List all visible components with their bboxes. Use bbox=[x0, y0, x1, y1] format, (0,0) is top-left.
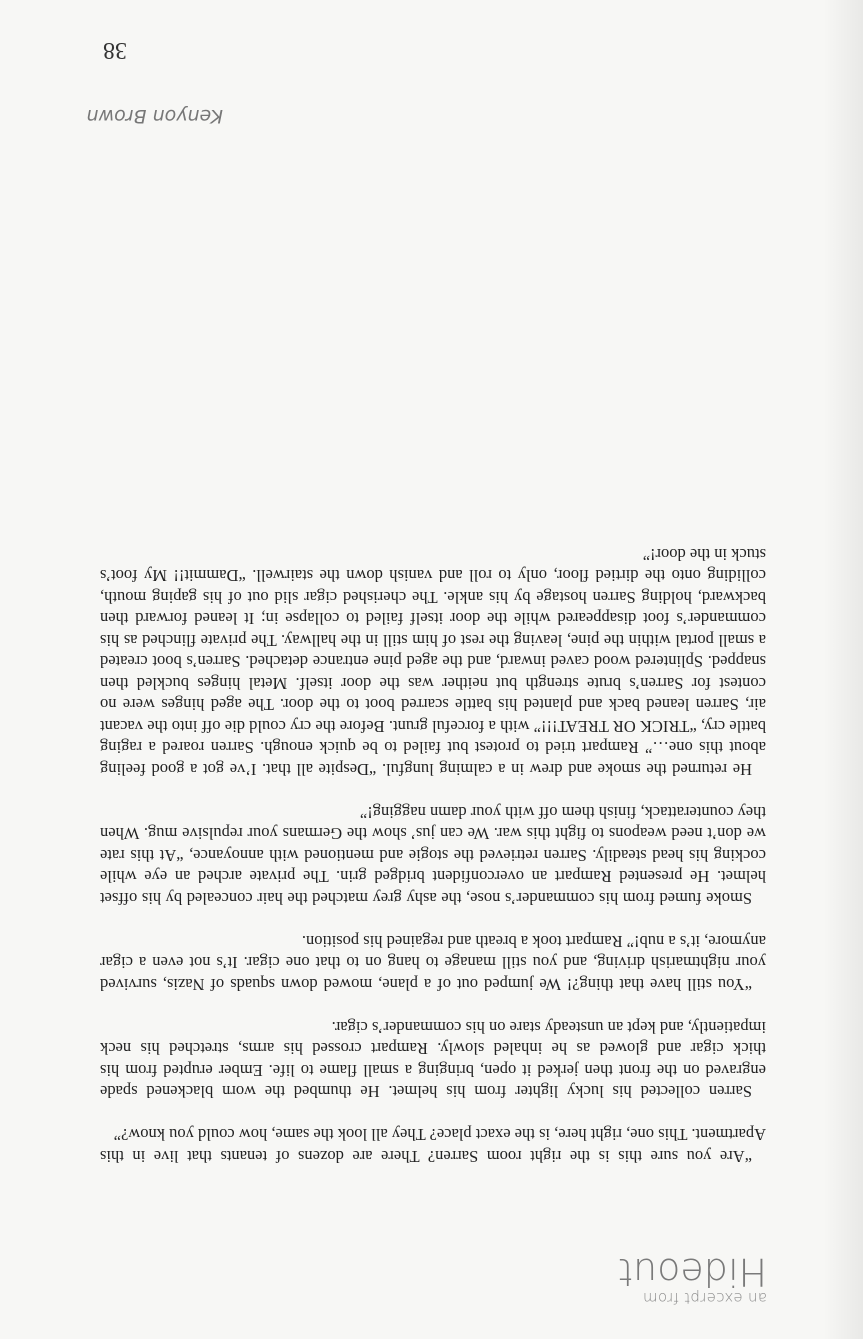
story-body bbox=[100, 522, 766, 1167]
paragraph: Sarren collected his lucky lighter from his helmet. He thumbed the worn blackened spade engraved on the front then jerked it open, bringing a small flame to life. Ember erupted from his thick cigar and glowed as he inhaled slowly. Rampart crossed his arms, stretched his neck impatiently, and kept an unsteady stare on his commander’s cigar. bbox=[100, 1018, 766, 1102]
excerpt-header bbox=[618, 1251, 767, 1307]
author-name: Kenyon Brown bbox=[86, 105, 223, 127]
paragraph: Smoke fumed from his commander’s nose, the ashy grey matched the hair concealed by his offset helmet. He presented Rampart an overconfident bridged grin. The private arched an eye while cocking his head steadily. Sarren retrieved the stogie and mentioned with annoyance, “At this rate we don’t need weapons to fight this war. We can jus’ show the Germans your repulsive mug. When they counterattack, finish them off with your damn nagging!” bbox=[100, 803, 766, 908]
paragraph: “You still have that thing?! We jumped out of a plane, mowed down squads of Nazis, survived your nightmarish driving, and you still manage to hang on to that one cigar. It’s not even a cigar anymore, it’s a nub!” Rampart took a breath and regained his position. bbox=[100, 932, 766, 994]
page-number: 38 bbox=[103, 37, 127, 63]
paragraph: He returned the smoke and drew in a calming lungful. “Despite all that. I’ve got a good feeling about this one…” Rampart tried to protest but failed to be quick enough. Sarren roared a raging battle cry, “TRICK OR TREAT!!!” with a forceful grunt. Before the cry could die off into the vacant air, Sarren leaned back and planted his battle scarred boot to the door. The aged hinges were no contest for Sarren’s brute strength but neither was the door itself. Metal hinges buckled then snapped. Splintered wood caved inward, and the aged pine entrance detached. Sarren’s boot created a small portal within the pine, leaving the rest of him still in the hallway. The private flinched as his commander’s foot disappeared while the door itself failed to collapse in; It leaned forward then backward, holding Sarren hostage by his ankle. The cherished cigar slid out of his gaping mouth, colliding onto the dirtied floor, only to roll and vanish down the stairwell. “Dammit!! My foot’s stuck in the door!” bbox=[100, 545, 766, 779]
page-gutter-shadow bbox=[823, 0, 863, 1339]
story-title: Hideout bbox=[618, 1250, 767, 1294]
excerpt-subtitle: an excerpt from bbox=[642, 1289, 767, 1307]
paragraph: “Are you sure this is the right room Sarren? There are dozens of tenants that live in this Apartment. This one, right here, is the exact place? They all look the same, how could you know?” bbox=[100, 1125, 766, 1166]
